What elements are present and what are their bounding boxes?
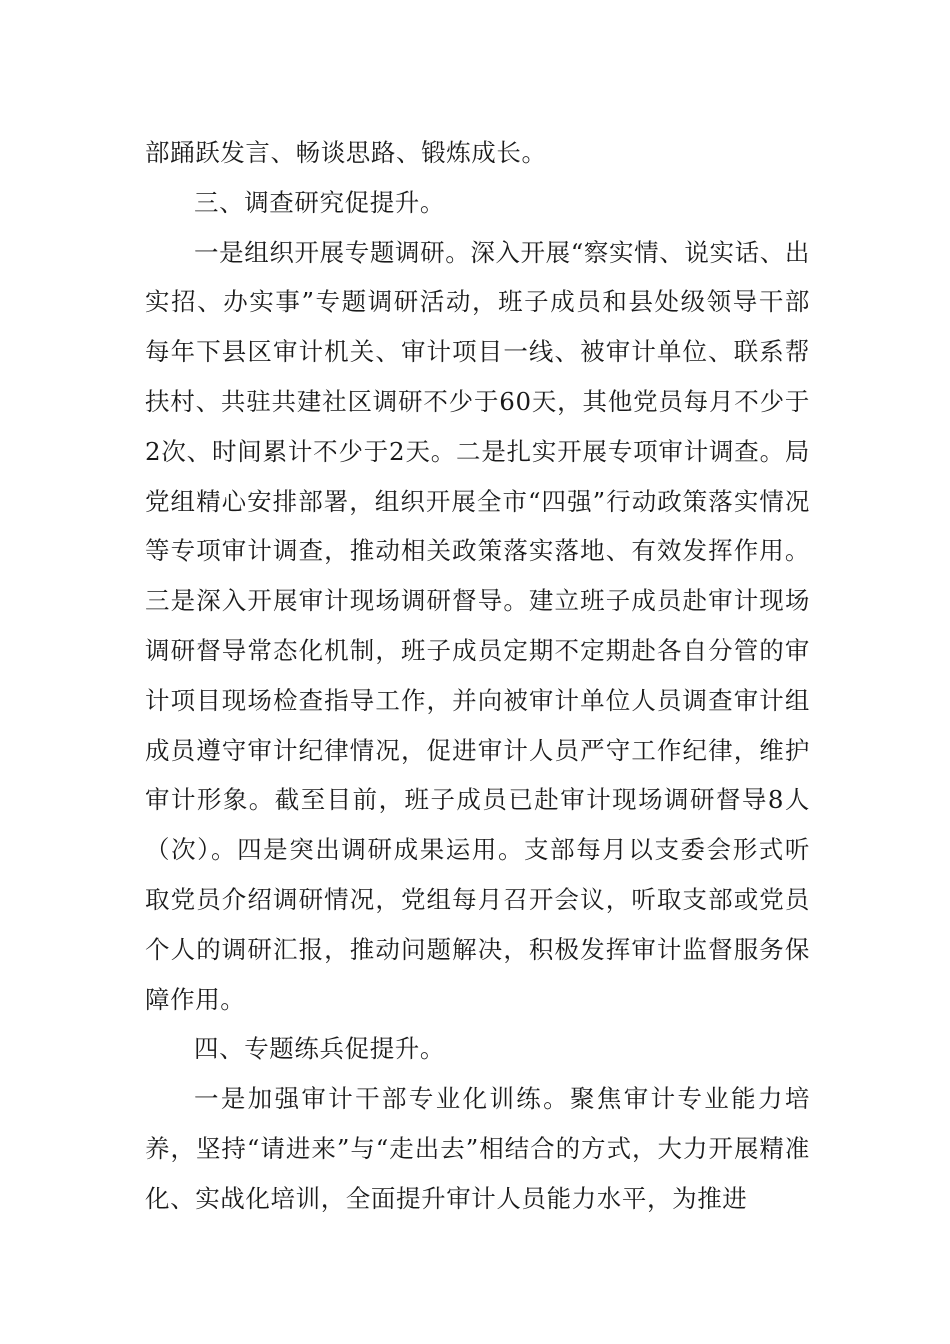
section-heading-4: 四、专题练兵促提升。	[194, 1034, 445, 1064]
paragraph-training: 一是加强审计干部专业化训练。聚焦审计专业能力培养，坚持“请进来”与“走出去”相结合的方式，大力开展精准化、实战化培训，全面提升审计人员能力水平，为推进	[145, 1084, 810, 1213]
section-heading-3: 三、调查研究促提升。	[194, 187, 445, 217]
paragraph-continuation: 部踊跃发言、畅谈思路、锻炼成长。	[145, 138, 547, 167]
document-body	[145, 128, 810, 1224]
paragraph-research: 一是组织开展专题调研。深入开展“察实情、说实话、出实招、办实事”专题调研活动，班子成员和县处级领导干部每年下县区审计机关、审计项目一线、被审计单位、联系帮扶村、共驻共建社区调研不少于60天，其他党员每月不少于2次、时间累计不少于2天。二是扎实开展专项审计调查。局党组精心安排部署，组织开展全市“四强”行动政策落实情况等专项审计调查，推动相关政策落实落地、有效发挥作用。三是深入开展审计现场调研督导。建立班子成员赴审计现场调研督导常态化机制，班子成员定期不定期赴各自分管的审计项目现场检查指导工作，并向被审计单位人员调查审计组成员遵守审计纪律情况，促进审计人员严守工作纪律，维护审计形象。截至目前，班子成员已赴审计现场调研督导8人（次）。四是突出调研成果运用。支部每月以支委会形式听取党员介绍调研情况，党组每月召开会议，听取支部或党员个人的调研汇报，推动问题解决，积极发挥审计监督服务保障作用。	[145, 237, 810, 1014]
